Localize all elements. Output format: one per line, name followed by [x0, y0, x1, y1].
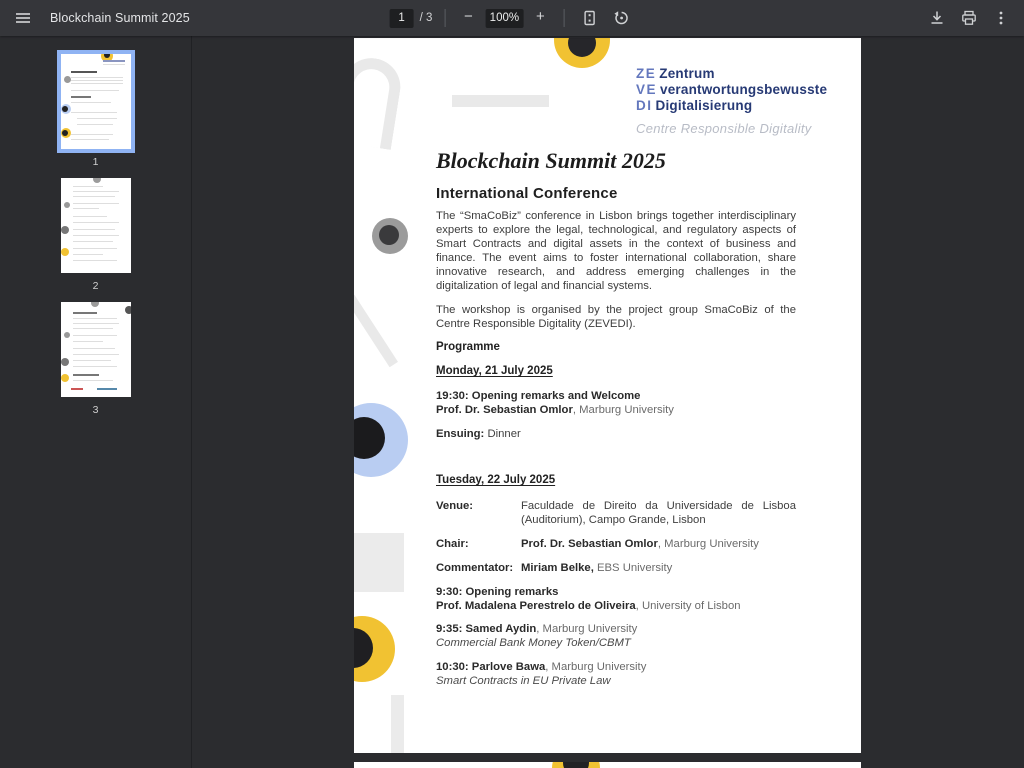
menu-icon[interactable] [10, 5, 36, 31]
decor-vertical-bar [391, 695, 404, 753]
fit-to-page-icon[interactable] [576, 5, 602, 31]
session-1030-topic: Smart Contracts in EU Private Law [436, 675, 611, 687]
toolbar-center [390, 0, 635, 36]
thumbnail-page-number: 1 [92, 156, 99, 168]
commentator-row: Commentator: Miriam Belke, EBS University [436, 562, 673, 574]
venue-row [436, 499, 796, 527]
venue-label: Venue: [436, 500, 474, 512]
monday-ensuing: Ensuing: Dinner [436, 428, 521, 440]
session-935-topic: Commercial Bank Money Token/CBMT [436, 637, 631, 649]
thumbnail-image [61, 178, 131, 273]
thumbnail-page-3[interactable] [61, 302, 131, 416]
thumbnail-page-number: 2 [92, 280, 99, 292]
decor-bar [452, 95, 549, 107]
toolbar-divider [563, 9, 564, 27]
organiser-paragraph: The workshop is organised by the project group SmaCoBiz of the Centre Responsible Digitality (ZEVEDI). [436, 304, 796, 330]
zoom-in-button[interactable]: + [536, 8, 545, 25]
decor-gray-square [354, 533, 404, 592]
venue-value: Faculdade de Direito da Universidade de Lisboa (Auditorium), Campo Grande, Lisbon [521, 500, 796, 526]
toolbar-divider [444, 9, 445, 27]
thumbnail-image [61, 54, 131, 149]
pdf-page-2 [354, 762, 861, 768]
toolbar [0, 0, 1024, 36]
logo-line-1: ZE Zentrum [636, 66, 715, 81]
logo-line-2: VE verantwortungsbewusste [636, 82, 828, 97]
thumbnail-sidebar [0, 36, 192, 768]
intro-paragraph: The “SmaCoBiz” conference in Lisbon brings together interdisciplinary experts to explore the legal, technological, and regulatory aspects of Smart Contracts and digital assets in the context of business and finance. The event aims to foster international collaboration, share innovative research, and address emerging challenges in the digitalization of legal and financial systems. [436, 210, 796, 292]
chair-row: Chair: Prof. Dr. Sebastian Omlor, Marburg University [436, 538, 759, 550]
logo-subtitle: Centre Responsible Digitality [636, 121, 812, 136]
thumbnail-image [61, 302, 131, 397]
zevedi-logo [636, 66, 827, 136]
tuesday-date-heading: Tuesday, 22 July 2025 [436, 474, 556, 486]
decor-black-dot [563, 762, 589, 768]
decor-diagonal-line [354, 295, 398, 368]
session-935: 9:35: Samed Aydin, Marburg University Commercial Bank Money Token/CBMT [436, 622, 796, 650]
download-icon[interactable] [924, 5, 950, 31]
document-title: Blockchain Summit 2025 [50, 11, 190, 25]
rotate-icon[interactable] [608, 5, 634, 31]
doc-subtitle: International Conference [436, 185, 618, 202]
thumbnail-page-2[interactable] [61, 178, 131, 292]
commentator-label: Commentator: [436, 562, 514, 574]
toolbar-right [924, 0, 1020, 36]
decor-black-dot [379, 225, 399, 245]
toolbar-left [0, 5, 190, 31]
decor-arc [354, 54, 405, 150]
thumbnail-page-1[interactable] [61, 54, 131, 168]
monday-item-1930: 19:30: Opening remarks and Welcome Prof. Dr. Sebastian Omlor, Marburg University [436, 390, 674, 416]
pdf-page-1 [354, 38, 861, 753]
session-930: 9:30: Opening remarks Prof. Madalena Perestrelo de Oliveira, University of Lisbon [436, 586, 741, 612]
logo-line-3: DI Digitalisierung [636, 98, 753, 113]
zoom-level-input[interactable] [485, 9, 523, 28]
more-options-icon[interactable] [988, 5, 1014, 31]
content-area [0, 36, 1024, 768]
print-icon[interactable] [956, 5, 982, 31]
document-viewer[interactable] [192, 36, 1024, 768]
thumbnail-page-number: 3 [92, 404, 99, 416]
chair-label: Chair: [436, 538, 469, 550]
session-1030: 10:30: Parlove Bawa, Marburg University Smart Contracts in EU Private Law [436, 660, 796, 688]
programme-heading: Programme [436, 341, 500, 353]
zoom-out-button[interactable]: − [464, 8, 473, 25]
page-number-input[interactable] [390, 9, 414, 28]
monday-date-heading: Monday, 21 July 2025 [436, 365, 553, 377]
doc-title: Blockchain Summit 2025 [436, 148, 666, 173]
page-total-label: / 3 [419, 12, 433, 24]
